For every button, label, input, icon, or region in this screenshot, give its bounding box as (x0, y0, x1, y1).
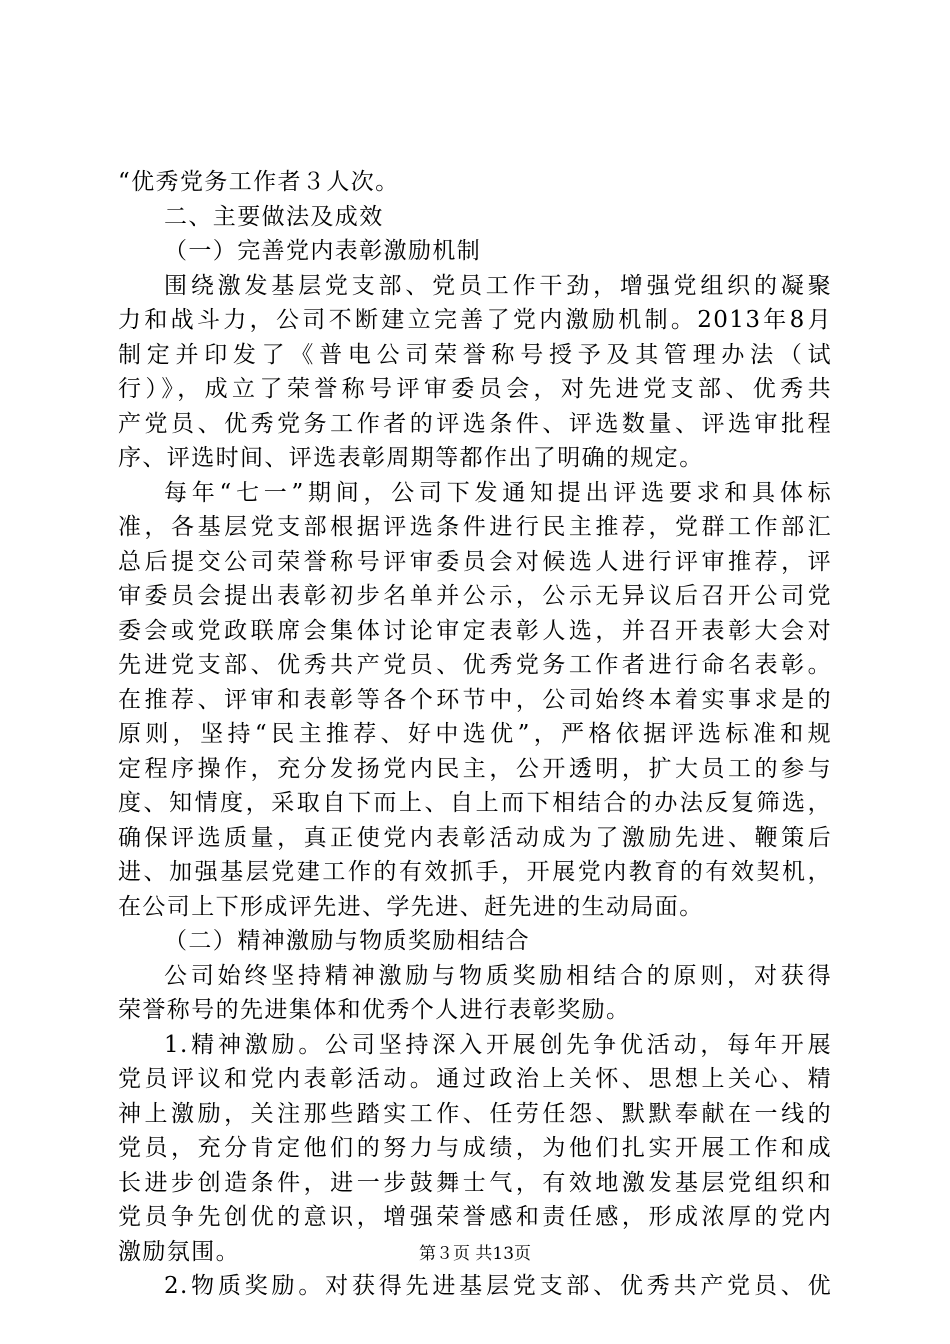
subsection-heading: （二）精神激励与物质奖励相结合 (164, 928, 530, 954)
text-line: 在公司上下形成评先进、学先进、赶先进的生动局面。 (118, 893, 704, 920)
text-line: 度、知情度，采取自下而上、自上而下相结合的办法反复筛选， (118, 790, 832, 816)
text-line: 原则，坚持“民主推荐、好中选优”，严格依据评选标准和规 (118, 721, 832, 747)
text-line: 产党员、优秀党务工作者的评选条件、评选数量、评选审批程 (118, 410, 832, 437)
text-line: 力和战斗力，公司不断建立完善了党内激励机制。2013年8月 (118, 307, 832, 333)
text-line: 审委员会提出表彰初步名单并公示，公示无异议后召开公司党 (118, 583, 832, 609)
text-line: 在推荐、评审和表彰等各个环节中，公司始终本着实事求是的 (118, 686, 832, 713)
text-line: 总后提交公司荣誉称号评审委员会对候选人进行评审推荐，评 (118, 548, 832, 575)
text-line: 围绕激发基层党支部、党员工作干劲，增强党组织的凝聚 (164, 272, 832, 299)
text-line: 党员，充分肯定他们的努力与成绩，为他们扎实开展工作和成 (118, 1135, 832, 1161)
body-text (118, 165, 832, 1304)
text-line: 先进党支部、优秀共产党员、优秀党务工作者进行命名表彰。 (118, 652, 832, 678)
text-line: 荣誉称号的先进集体和优秀个人进行表彰奖励。 (118, 997, 631, 1023)
text-line: 激励氛围。 (118, 1238, 240, 1265)
text-line: 制定并印发了《普电公司荣誉称号授予及其管理办法（试 (118, 341, 832, 368)
text-line: 1.精神激励。公司坚持深入开展创先争优活动，每年开展 (164, 1031, 832, 1058)
text-line: 确保评选质量，真正使党内表彰活动成为了激励先进、鞭策后 (118, 824, 832, 851)
section-heading: 二、主要做法及成效 (164, 203, 384, 230)
text-line: 每年“七一”期间，公司下发通知提出评选要求和具体标 (164, 479, 832, 506)
text-line: 党员争先创优的意识，增强荣誉感和责任感，形成浓厚的党内 (118, 1204, 832, 1230)
text-line: 进、加强基层党建工作的有效抓手，开展党内教育的有效契机， (118, 859, 832, 885)
text-line: 神上激励，关注那些踏实工作、任劳任怨、默默奉献在一线的 (118, 1100, 832, 1127)
text-line: 定程序操作，充分发扬党内民主，公开透明，扩大员工的参与 (118, 755, 832, 782)
page-footer: 第３页 共13页 (418, 1244, 532, 1264)
text-line: 序、评选时间、评选表彰周期等都作出了明确的规定。 (118, 445, 704, 471)
subsection-heading: （一）完善党内表彰激励机制 (164, 238, 482, 264)
text-line: 长进步创造条件，进一步鼓舞士气，有效地激发基层党组织和 (118, 1169, 832, 1196)
text-line: 准，各基层党支部根据评选条件进行民主推荐，党群工作部汇 (118, 514, 832, 540)
text-line: 行）》，成立了荣誉称号评审委员会，对先进党支部、优秀共 (118, 376, 832, 402)
text-line: “优秀党务工作者３人次。 (118, 169, 400, 195)
text-line: 2.物质奖励。对获得先进基层党支部、优秀共产党员、优 (164, 1273, 832, 1299)
text-line: 党员评议和党内表彰活动。通过政治上关怀、思想上关心、精 (118, 1066, 832, 1092)
text-line: 公司始终坚持精神激励与物质奖励相结合的原则，对获得 (164, 962, 832, 989)
text-line: 委会或党政联席会集体讨论审定表彰人选，并召开表彰大会对 (118, 617, 832, 644)
